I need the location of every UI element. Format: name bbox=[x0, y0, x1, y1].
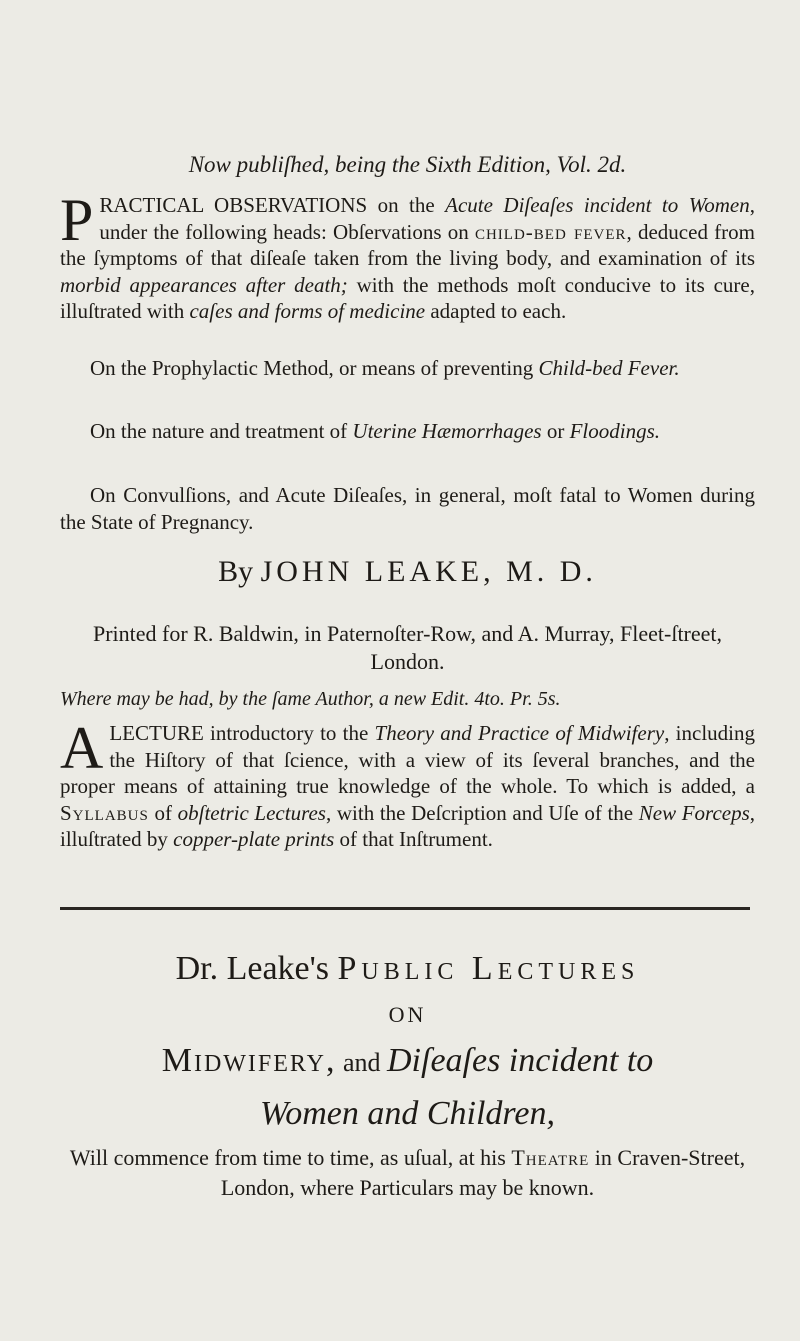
drop-cap-p: P bbox=[60, 187, 94, 253]
imprint: Printed for R. Baldwin, in Paternoſter-Row, and A. Murray, Fleet-ſtreet, London. bbox=[92, 621, 723, 674]
drop-cap-a: A bbox=[60, 715, 104, 781]
lectures-audience: Women and Children, bbox=[260, 1095, 555, 1132]
edition-header bbox=[60, 152, 755, 178]
author-line bbox=[60, 555, 755, 589]
lectures-subject: Midwifery, and Diſeaſes incident to bbox=[161, 1042, 654, 1079]
author-name: JOHN LEAKE, M. D. bbox=[260, 555, 597, 588]
edition-header-text: Now publiſhed, being the Sixth Edition, Vol. 2d. bbox=[188, 152, 627, 177]
also-available-line: Where may be had, by the ſame Author, a new Edit. 4to. Pr. 5s. bbox=[60, 688, 561, 710]
prophylactic-paragraph: On the Prophylactic Method, or means of preventing Child-bed Fever. bbox=[90, 356, 680, 380]
haemorrhages-paragraph: On the nature and treatment of Uterine Hæmorrhages or Floodings. bbox=[90, 419, 661, 443]
convulsions-paragraph: On Convulſions, and Acute Diſeaſes, in general, moſt fatal to Women during the State of Pregnancy. bbox=[60, 483, 755, 534]
book-description: PRACTICAL OBSERVATIONS on the Acute Diſeaſes incident to Women, under the following heads: Obſervations on child-bed fever, deduced from the ſymptoms of that diſeaſe taken from the living body, and examination of its morbid appearances after death; with the methods moſt conducive to its cure, illuſtrated with caſes and forms of medicine adapted to each. bbox=[60, 187, 755, 323]
author-by: By bbox=[218, 555, 254, 588]
public-lectures-title: Dr. Leake's Public Lectures bbox=[175, 950, 640, 987]
section-divider-rule bbox=[60, 907, 750, 910]
lectures-notice: Will commence from time to time, as uſual, at his Theatre in Craven-Street, London, where Particulars may be known. bbox=[69, 1145, 746, 1200]
lectures-on: ON bbox=[388, 1002, 427, 1027]
lecture-description: A LECTURE introductory to the Theory and Practice of Midwifery, including the Hiſtory of that ſcience, with a view of its ſeveral branches, and the proper means of attaining true knowledge of the whole. To which is added, a Syllabus of obſtetric Lectures, with the Deſcription and Uſe of the New Forceps, illuſtrated by copper-plate prints of that Inſtrument. bbox=[60, 715, 756, 851]
